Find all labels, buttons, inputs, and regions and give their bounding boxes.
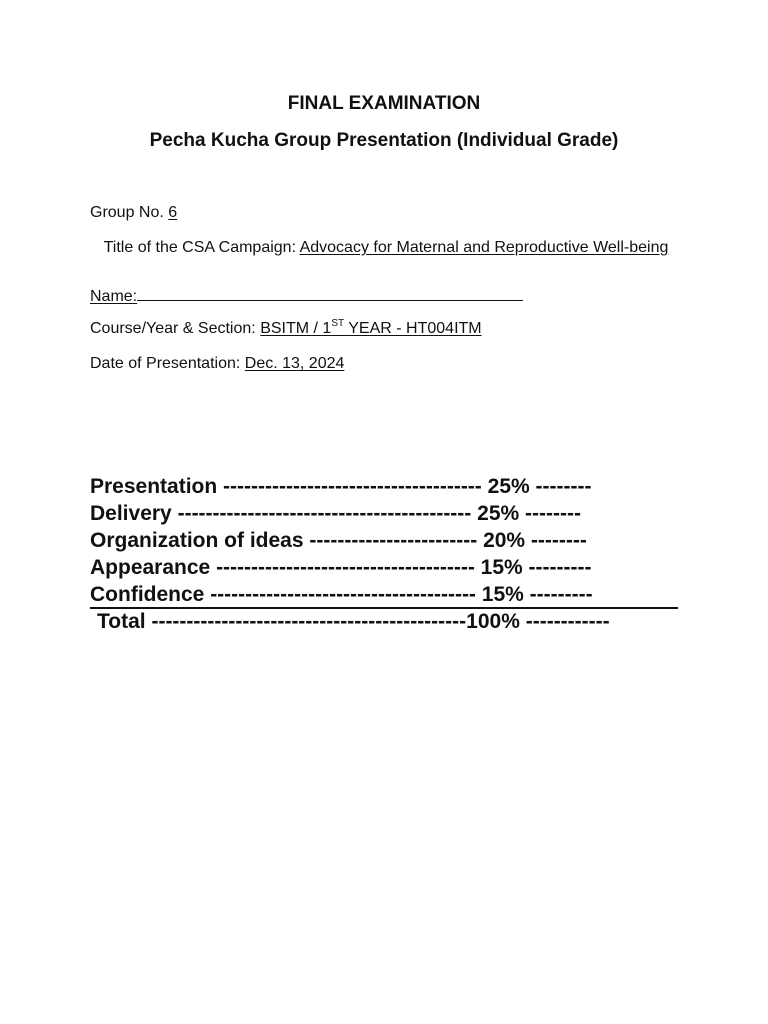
group-number-field	[90, 204, 177, 222]
criterion-label: Organization of ideas	[90, 529, 304, 552]
rubric-row-confidence	[90, 581, 593, 608]
presentation-date-value: Dec. 13, 2024	[244, 355, 345, 372]
rubric-row-organization	[90, 527, 593, 554]
criterion-weight: 25%	[477, 502, 520, 525]
course-section-field	[90, 320, 482, 338]
course-value-prefix: BSITM / 1	[260, 320, 332, 337]
total-label: Total	[97, 610, 146, 633]
name-field	[90, 286, 523, 306]
grading-rubric	[90, 473, 593, 608]
leader-dashes: ------------------------	[309, 529, 478, 552]
campaign-title-label: Title of the CSA Campaign:	[103, 239, 297, 256]
criterion-weight: 20%	[483, 529, 526, 552]
criterion-label: Appearance	[90, 556, 211, 579]
group-number-label: Group No.	[90, 204, 164, 221]
course-section-label: Course/Year & Section:	[90, 320, 256, 337]
course-section-value	[260, 320, 481, 337]
criterion-weight: 25%	[487, 475, 530, 498]
rubric-row-presentation	[90, 473, 593, 500]
leader-dashes: -------------------------------------	[216, 556, 475, 579]
page-subtitle: Pecha Kucha Group Presentation (Individual Grade)	[149, 130, 619, 151]
presentation-date-label: Date of Presentation:	[90, 355, 241, 372]
trailer-dashes: ------------	[525, 610, 610, 633]
rubric-row-total	[97, 610, 610, 634]
trailer-dashes: --------	[535, 475, 592, 498]
trailer-dashes: ---------	[529, 583, 593, 606]
criterion-label: Presentation	[90, 475, 218, 498]
campaign-title-value: Advocacy for Maternal and Reproductive Well-being	[299, 239, 669, 256]
total-divider	[90, 607, 678, 609]
rubric-row-appearance	[90, 554, 593, 581]
leader-dashes: ---------------------------------------------	[151, 610, 467, 633]
leader-dashes: --------------------------------------	[210, 583, 476, 606]
trailer-dashes: ---------	[528, 556, 592, 579]
criterion-label: Delivery	[90, 502, 172, 525]
total-weight: 100%	[466, 610, 520, 633]
criterion-weight: 15%	[481, 583, 524, 606]
criterion-weight: 15%	[480, 556, 523, 579]
page-title: FINAL EXAMINATION	[287, 93, 481, 114]
name-label: Name:	[90, 288, 138, 305]
criterion-label: Confidence	[90, 583, 205, 606]
name-blank-line[interactable]	[137, 286, 523, 301]
trailer-dashes: --------	[525, 502, 581, 525]
campaign-title-field	[90, 236, 682, 260]
leader-dashes: ------------------------------------------	[177, 502, 472, 525]
course-value-ordinal: ST	[331, 318, 345, 329]
course-value-suffix: YEAR - HT004ITM	[344, 320, 482, 337]
rubric-row-delivery	[90, 500, 593, 527]
presentation-date-field	[90, 355, 344, 373]
group-number-value: 6	[168, 204, 178, 221]
leader-dashes: -------------------------------------	[223, 475, 482, 498]
trailer-dashes: --------	[530, 529, 587, 552]
